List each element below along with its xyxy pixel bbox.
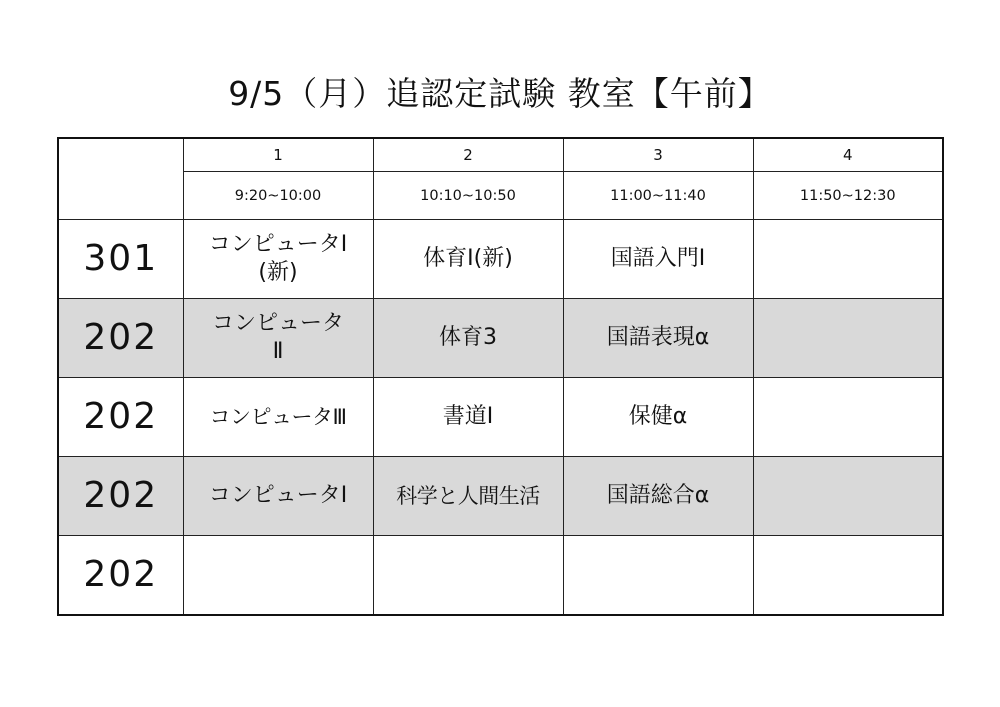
period-number-3: 3 xyxy=(563,138,753,172)
period-time-4: 11:50~12:30 xyxy=(753,172,943,220)
subject-cell: 国語総合α xyxy=(563,457,753,536)
room-cell: 202 xyxy=(58,299,183,378)
period-time-row xyxy=(58,172,943,220)
subject-cell xyxy=(753,378,943,457)
subject-cell xyxy=(183,299,373,378)
subject-line: (新) xyxy=(258,260,298,285)
period-number-row xyxy=(58,138,943,172)
subject-cell xyxy=(183,220,373,299)
subject-cell xyxy=(753,299,943,378)
period-number-2: 2 xyxy=(373,138,563,172)
subject-cell xyxy=(563,536,753,616)
table-row xyxy=(58,378,943,457)
subject-line: Ⅱ xyxy=(272,339,284,364)
subject-cell: コンピュータⅢ xyxy=(183,378,373,457)
period-number-1: 1 xyxy=(183,138,373,172)
page-title: 9/5（月）追認定試験 教室【午前】 xyxy=(228,74,772,113)
subject-cell: 科学と人間生活 xyxy=(373,457,563,536)
table-row xyxy=(58,220,943,299)
room-cell: 202 xyxy=(58,457,183,536)
subject-cell: 体育Ⅰ(新) xyxy=(373,220,563,299)
subject-cell xyxy=(753,536,943,616)
subject-cell xyxy=(373,536,563,616)
period-number-4: 4 xyxy=(753,138,943,172)
subject-cell: 体育3 xyxy=(373,299,563,378)
subject-line: コンピュータⅠ xyxy=(208,232,348,257)
period-time-1: 9:20~10:00 xyxy=(183,172,373,220)
subject-line: コンピュータ xyxy=(211,311,344,336)
room-cell: 301 xyxy=(58,220,183,299)
subject-cell xyxy=(183,536,373,616)
table-row xyxy=(58,299,943,378)
subject-cell: 国語入門Ⅰ xyxy=(563,220,753,299)
corner-cell xyxy=(58,138,183,220)
subject-cell xyxy=(753,220,943,299)
subject-cell: コンピュータⅠ xyxy=(183,457,373,536)
table-row xyxy=(58,457,943,536)
room-cell: 202 xyxy=(58,378,183,457)
period-time-3: 11:00~11:40 xyxy=(563,172,753,220)
subject-cell xyxy=(753,457,943,536)
table-row xyxy=(58,536,943,616)
period-time-2: 10:10~10:50 xyxy=(373,172,563,220)
subject-cell: 書道Ⅰ xyxy=(373,378,563,457)
subject-cell: 国語表現α xyxy=(563,299,753,378)
room-cell: 202 xyxy=(58,536,183,616)
subject-cell: 保健α xyxy=(563,378,753,457)
exam-room-table xyxy=(57,137,944,616)
